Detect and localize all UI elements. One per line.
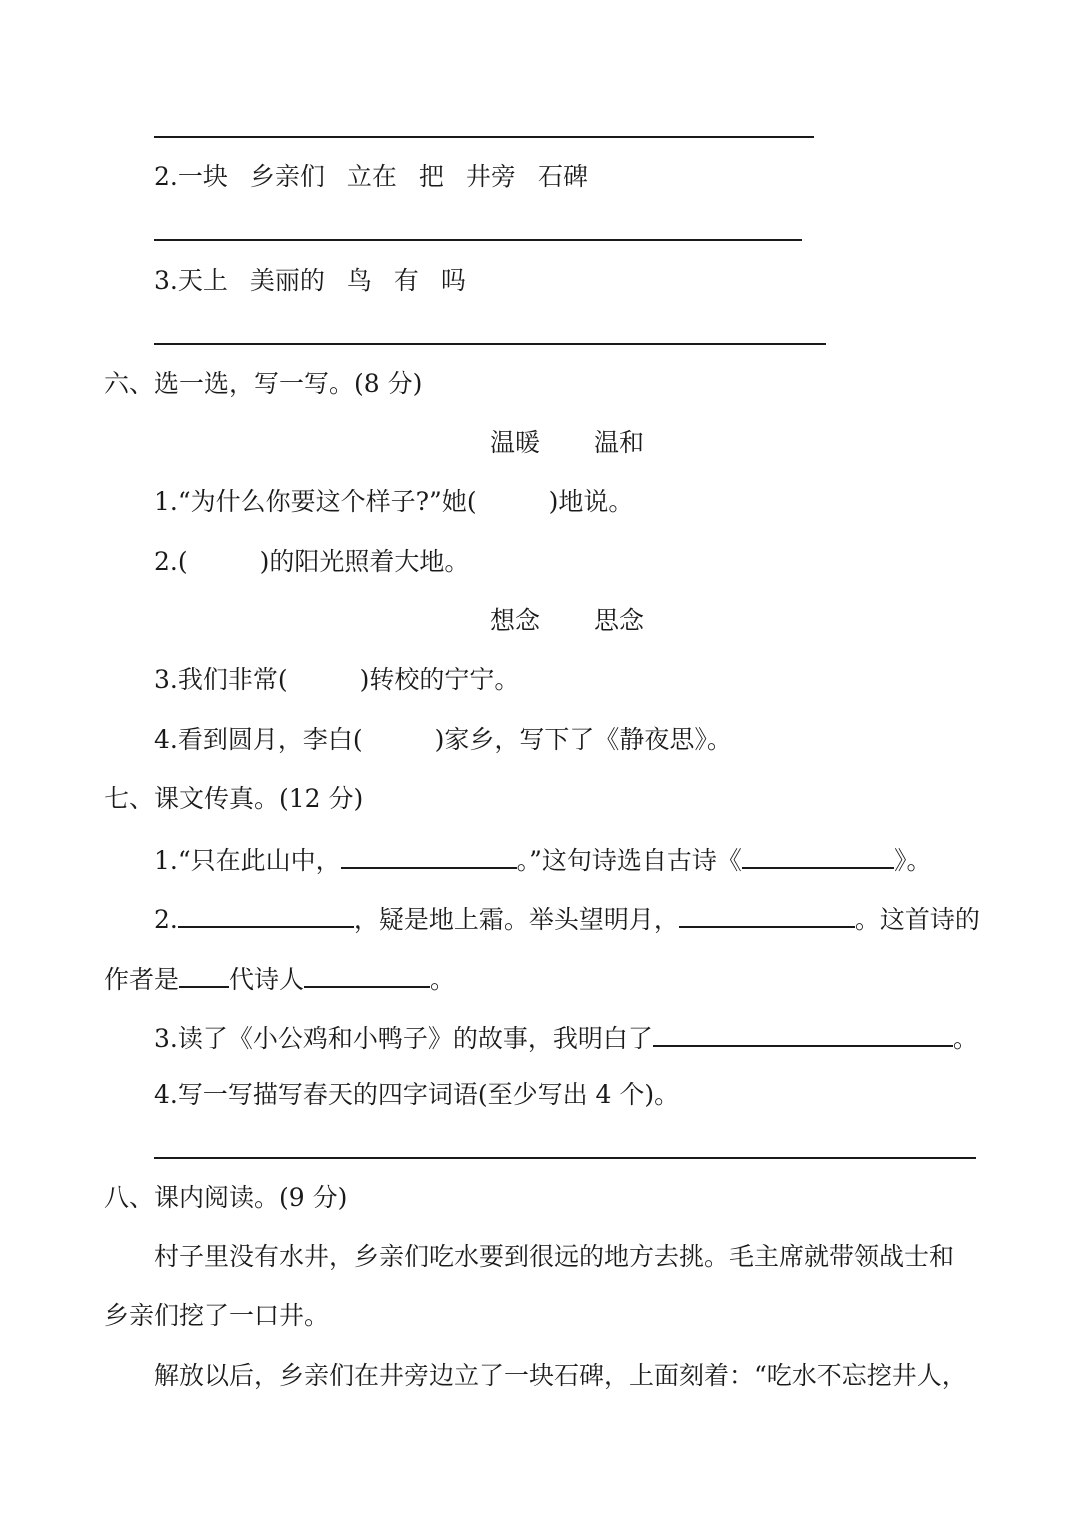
q2-number: 2. — [154, 162, 178, 191]
reading-paragraph-1-line-2: 乡亲们挖了一口井。 — [104, 1301, 330, 1330]
sec7-q2 — [154, 900, 980, 937]
sec6-q1 — [154, 485, 633, 519]
fill-blank[interactable] — [304, 960, 430, 988]
q3-number: 3. — [154, 266, 178, 295]
q2-word: 井旁 — [465, 162, 516, 191]
q-text: )地说。 — [548, 487, 634, 516]
q-text: 。这首诗的 — [854, 905, 980, 934]
answer-line-sec7-q4[interactable] — [154, 1157, 976, 1159]
q-text: )的阳光照着大地。 — [259, 547, 470, 576]
sec7-q2-cont — [104, 960, 455, 997]
q-text: 1.“为什么你要这个样子?”她( — [154, 487, 477, 516]
fill-blank[interactable] — [341, 841, 517, 869]
q3-word: 有 — [393, 266, 419, 295]
q-text: 3.读了《小公鸡和小鸭子》的故事，我明白了 — [154, 1024, 653, 1053]
q2-word: 石碑 — [537, 162, 588, 191]
fill-blank[interactable] — [679, 900, 855, 928]
q3-word: 天上 — [177, 266, 228, 295]
q-text: 代诗人 — [229, 965, 305, 994]
sentence-order-q2 — [154, 160, 588, 194]
reading-paragraph-1-line-1: 村子里没有水井，乡亲们吃水要到很远的地方去挑。毛主席就带领战士和 — [154, 1242, 955, 1271]
answer-line-q3[interactable] — [154, 343, 826, 345]
sec6-q2 — [154, 545, 469, 579]
q2-word: 把 — [418, 162, 444, 191]
q-text: 4.看到圆月，李白( — [154, 725, 363, 754]
q3-word: 鸟 — [346, 266, 372, 295]
q-text: 。 — [952, 1024, 978, 1053]
q2-word: 一块 — [177, 162, 228, 191]
q-text: 》。 — [893, 846, 932, 875]
fill-blank[interactable] — [653, 1019, 953, 1047]
q2-word: 立在 — [346, 162, 397, 191]
q-text: 。 — [430, 965, 456, 994]
q-text: )转校的宁宁。 — [359, 665, 520, 694]
sec7-q4: 4.写一写描写春天的四字词语(至少写出 4 个)。 — [154, 1080, 680, 1109]
q-text: 3.我们非常( — [154, 665, 288, 694]
sec7-q3 — [154, 1019, 978, 1056]
fill-blank[interactable] — [742, 841, 894, 869]
q2-word: 乡亲们 — [249, 162, 325, 191]
sec7-q1 — [154, 841, 931, 878]
choice-word: 温暖 — [490, 428, 541, 457]
q-text: 1.“只在此山中， — [154, 846, 341, 875]
sec6-q4 — [154, 723, 732, 757]
choice-word: 温和 — [594, 428, 645, 457]
q-text: )家乡，写下了《静夜思》。 — [434, 725, 732, 754]
section-6-title: 六、选一选，写一写。(8 分) — [104, 369, 423, 398]
choice-word: 思念 — [594, 606, 645, 635]
choice-word: 想念 — [490, 606, 541, 635]
q-text: 。”这句诗选自古诗《 — [516, 846, 742, 875]
section-8-title: 八、课内阅读。(9 分) — [104, 1183, 348, 1212]
word-choice-pair-2 — [490, 604, 644, 638]
q3-word: 吗 — [440, 266, 466, 295]
fill-blank[interactable] — [178, 900, 354, 928]
q-text: 作者是 — [104, 965, 180, 994]
q-text: 2.( — [154, 547, 188, 576]
sentence-order-q3 — [154, 264, 466, 298]
q3-word: 美丽的 — [249, 266, 325, 295]
section-7-title: 七、课文传真。(12 分) — [104, 784, 364, 813]
sec6-q3 — [154, 663, 519, 697]
reading-paragraph-2-line-1: 解放以后，乡亲们在井旁边立了一块石碑，上面刻着：“吃水不忘挖井人， — [154, 1361, 967, 1390]
fill-blank[interactable] — [179, 960, 229, 988]
answer-line-q1[interactable] — [154, 136, 814, 138]
answer-line-q2[interactable] — [154, 239, 802, 241]
q-text: 2. — [154, 905, 178, 934]
word-choice-pair-1 — [490, 426, 644, 460]
q-text: ，疑是地上霜。举头望明月， — [353, 905, 679, 934]
